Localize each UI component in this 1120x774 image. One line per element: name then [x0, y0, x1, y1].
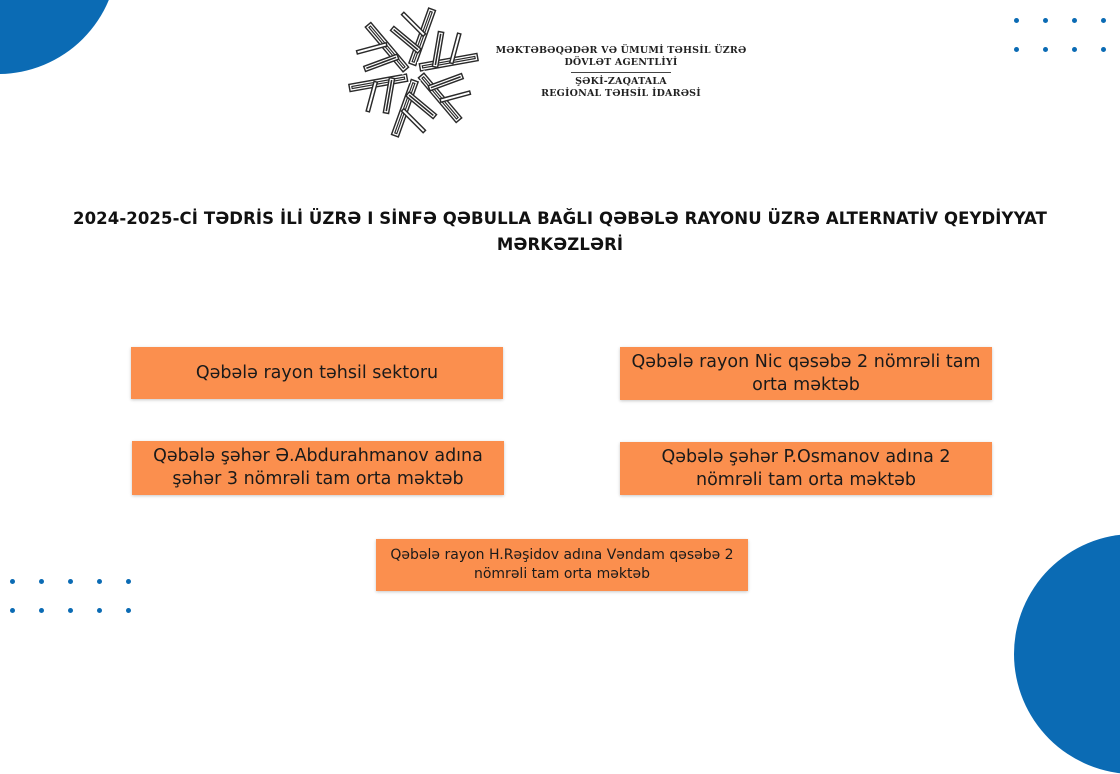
- agency-name-line-1: MƏKTƏBƏQƏDƏR VƏ ÜMUMİ TƏHSİL ÜZRƏ: [495, 45, 747, 56]
- dot: [1043, 47, 1048, 52]
- regional-office-line-1: ŞƏKİ-ZAQATALA: [575, 76, 667, 87]
- page-title: 2024-2025-Cİ TƏDRİS İLİ ÜZRƏ I SİNFƏ QƏBULLA BAĞLI QƏBƏLƏ RAYONU ÜZRƏ ALTERNATİV QEYDİYYAT MƏRKƏZLƏRİ: [73, 209, 1047, 254]
- registration-center-box: Qəbələ şəhər Ə.Abdurahmanov adına şəhər 3 nömrəli tam orta məktəb: [132, 441, 504, 495]
- decorative-dots-top-right: [1014, 18, 1106, 52]
- dot: [1072, 47, 1077, 52]
- dot: [126, 579, 131, 584]
- dot: [1072, 18, 1077, 23]
- dot: [97, 579, 102, 584]
- decorative-circle-top-left: [0, 0, 118, 74]
- registration-center-box: Qəbələ rayon Nic qəsəbə 2 nömrəli tam orta məktəb: [620, 347, 992, 400]
- dot: [126, 608, 131, 613]
- agency-name: [486, 45, 756, 100]
- agency-emblem-icon: [346, 5, 481, 140]
- dot: [39, 608, 44, 613]
- agency-name-line-2: DÖVLƏT AGENTLİYİ: [564, 57, 678, 68]
- dot: [1043, 18, 1048, 23]
- dot: [68, 579, 73, 584]
- decorative-dots-bottom-left: [10, 579, 131, 613]
- regional-office-line-2: REGİONAL TƏHSİL İDARƏSİ: [541, 88, 701, 99]
- agency-logo: [346, 5, 756, 141]
- registration-center-box: Qəbələ şəhər P.Osmanov adına 2 nömrəli tam orta məktəb: [620, 442, 992, 495]
- dot: [10, 608, 15, 613]
- dot: [97, 608, 102, 613]
- dot: [39, 579, 44, 584]
- registration-center-box: Qəbələ rayon təhsil sektoru: [131, 347, 503, 399]
- dot: [68, 608, 73, 613]
- dot: [10, 579, 15, 584]
- dot: [1014, 18, 1019, 23]
- dot: [1101, 18, 1106, 23]
- dot: [1014, 47, 1019, 52]
- decorative-circle-bottom-right: [1014, 534, 1120, 774]
- logo-divider: [571, 72, 671, 73]
- dot: [1101, 47, 1106, 52]
- registration-center-box: Qəbələ rayon H.Rəşidov adına Vəndam qəsəbə 2 nömrəli tam orta məktəb: [376, 539, 748, 591]
